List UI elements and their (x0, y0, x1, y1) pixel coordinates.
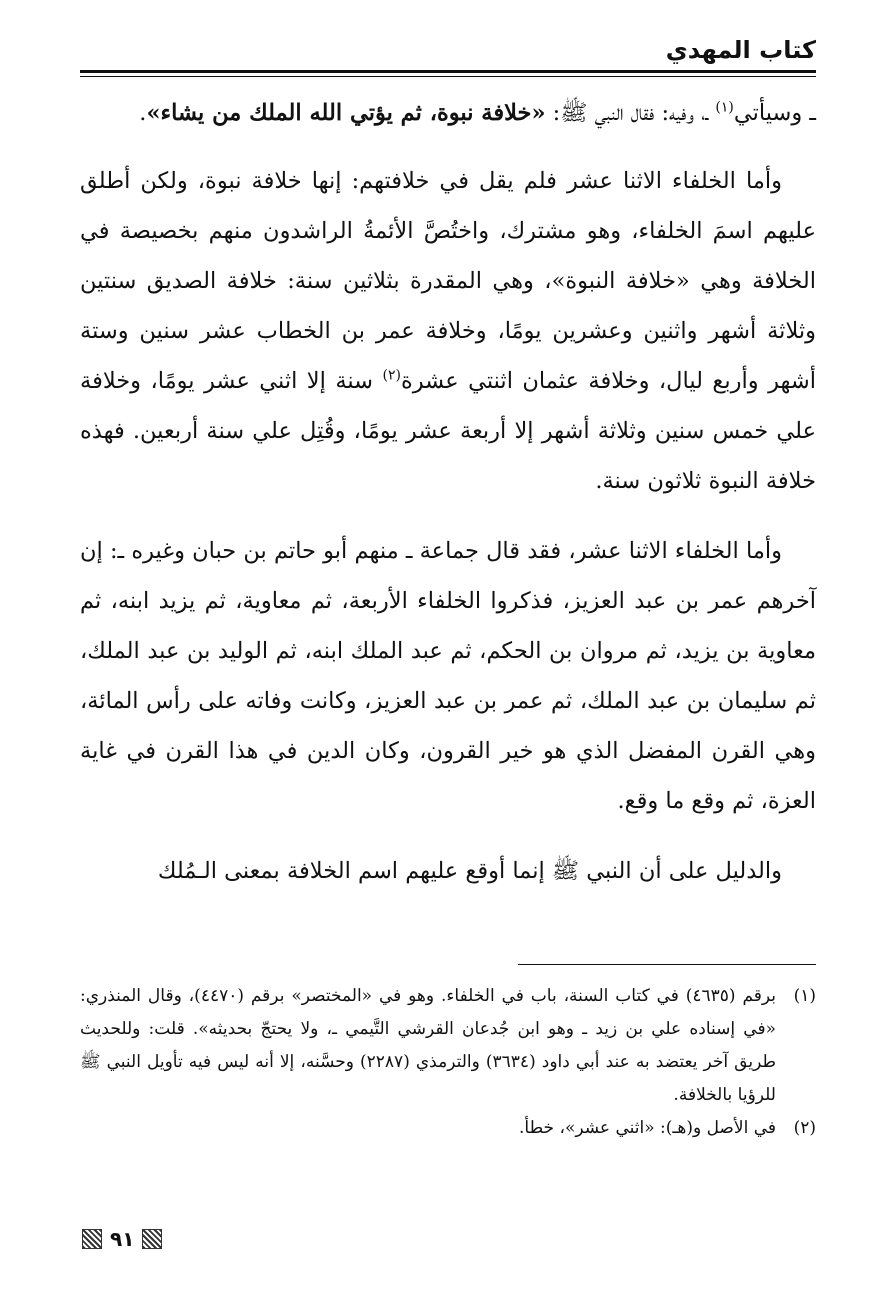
paragraph-1-middle: ـ، وفيه: فقال النبي ﷺ: (545, 100, 716, 126)
page-number-block (82, 1226, 162, 1252)
page-number: ٩١ (110, 1227, 135, 1251)
paragraph-1-start: ـ وسيأتي (733, 100, 816, 126)
header-rule-thick (80, 70, 816, 73)
footnote-text: برقم (٤٦٣٥) في كتاب السنة، باب في الخلفاء. وهو في «المختصر» برقم (٤٤٧٠)، وقال المنذري: «في إسناده علي بن زيد ـ وهو ابن جُدعان القرشي التَّيمي ـ، ولا يحتجّ بحديثه». قلت: وللحديث طريق آخر يعتضد به عند أبي داود (٣٦٣٤) والترمذي (٢٢٨٧) وحسَّنه، إلا أنه ليس فيه تأويل النبي ﷺ للرؤيا بالخلافة. (80, 986, 777, 1105)
main-text (80, 88, 816, 916)
ornament-icon (142, 1229, 162, 1249)
footnote-number: (١) (793, 986, 816, 1006)
running-title: كتاب المهدي (665, 36, 816, 64)
footnote-1 (80, 980, 816, 1112)
footnote-2 (80, 1112, 816, 1145)
page-header (80, 28, 816, 76)
paragraph-2-text: وأما الخلفاء الاثنا عشر فلم يقل في خلافتهم: إنها خلافة نبوة، ولكن أطلق عليهم اسمَ الخلفاء، وهو مشترك، واختُصَّ الأئمةُ الراشدون منهم بخصيصة في الخلافة وهي «خلافة النبوة»، وهي المقدرة بثلاثين سنة: خلافة الصديق سنتين وثلاثة أشهر واثنين وعشرين يومًا، وخلافة عمر بن الخطاب عشر سنين وستة أشهر وأربع ليال، وخلافة عثمان اثنتي عشرة (80, 168, 816, 394)
header-rule-thin (80, 76, 816, 77)
hadith-quote: «خلافة نبوة، ثم يؤتي الله الملك من يشاء» (146, 100, 546, 126)
paragraph-1 (80, 88, 816, 138)
footnote-number: (٢) (793, 1118, 816, 1138)
paragraph-4 (80, 846, 816, 896)
footnote-separator (518, 964, 816, 965)
footnote-ref-1[interactable]: (١) (715, 99, 734, 116)
footnote-ref-2[interactable]: (٢) (382, 367, 401, 384)
footnotes (80, 980, 816, 1145)
paragraph-3 (80, 526, 816, 826)
paragraph-2-rest: سنة إلا اثني عشر يومًا، وخلافة علي خمس سنين وثلاثة أشهر إلا أربعة عشر يومًا، وقُتِل علي سنة أربعين. فهذه خلافة النبوة ثلاثون سنة. (80, 368, 816, 494)
paragraph-2 (80, 156, 816, 506)
paragraph-3-text: وأما الخلفاء الاثنا عشر، فقد قال جماعة ـ منهم أبو حاتم بن حبان وغيره ـ: إن آخرهم عمر بن عبد العزيز، فذكروا الخلفاء الأربعة، ثم معاوية، ثم يزيد ابنه، ثم معاوية بن يزيد، ثم مروان بن الحكم، ثم عبد الملك ابنه، ثم الوليد بن عبد الملك، ثم سليمان بن عبد الملك، ثم عمر بن عبد العزيز، وكانت وفاته على رأس المائة، وهي القرن المفضل الذي هو خير القرون، وكان الدين في هذا القرن في غاية العزة، ثم وقع ما وقع. (80, 538, 816, 814)
footnote-text: في الأصل و(هـ): «اثني عشر»، خطأ. (519, 1118, 776, 1138)
paragraph-4-text: والدليل على أن النبي ﷺ إنما أوقع عليهم اسم الخلافة بمعنى الـمُلك (157, 858, 782, 884)
paragraph-1-end: . (139, 100, 147, 126)
ornament-icon (82, 1229, 102, 1249)
